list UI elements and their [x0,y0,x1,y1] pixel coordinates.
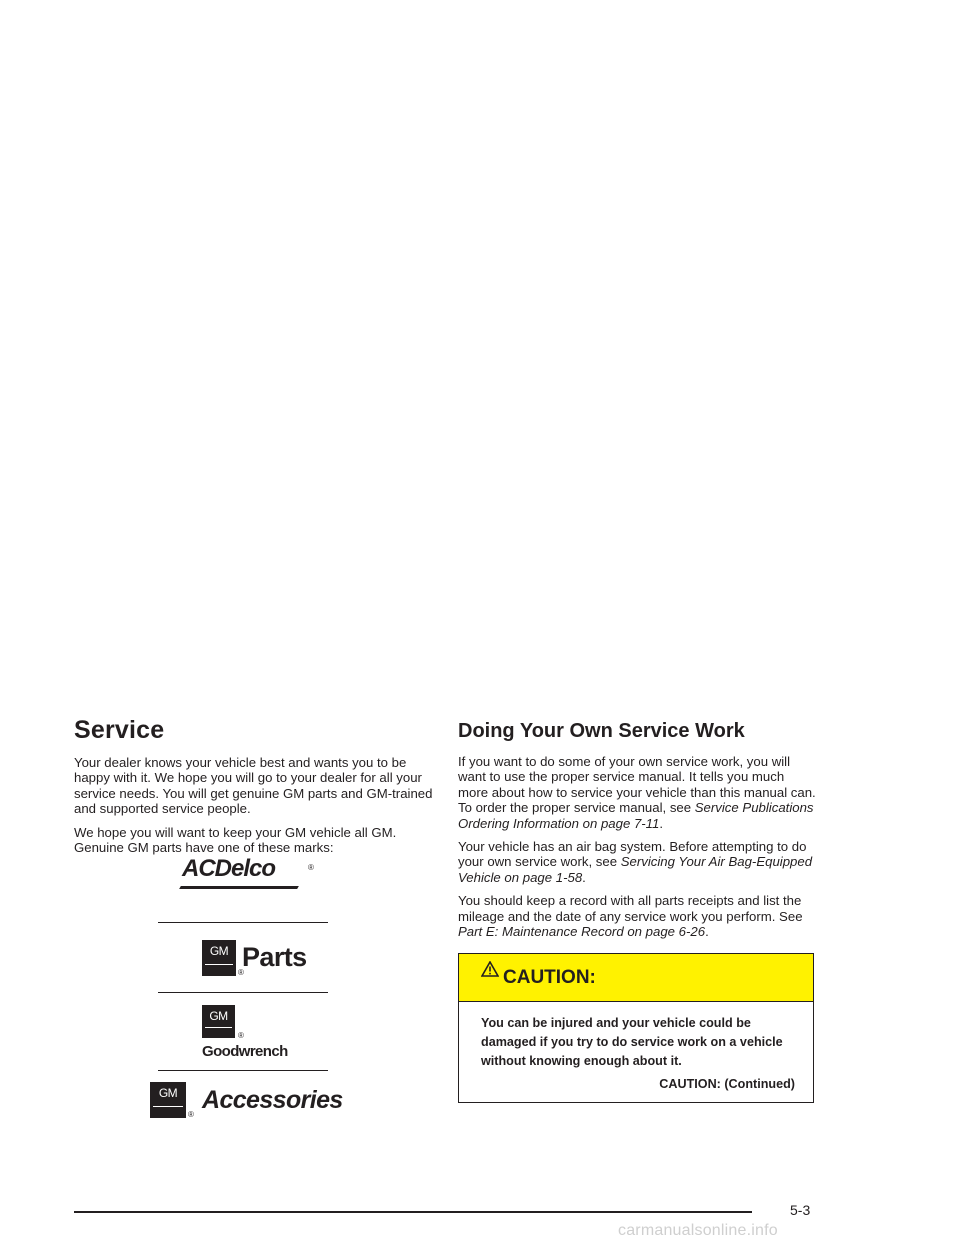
goodwrench-wordmark: Goodwrench [202,1043,288,1060]
section-title-service: Service [74,716,165,744]
service-paragraph-1: Your dealer knows your vehicle best and wants you to be happy with it. We hope you will go to your dealer for all your service needs. You will get genuine GM parts and GM-trained and supported service people. [74,755,433,817]
acdelco-logo [178,848,328,910]
own-service-paragraph-3: You should keep a record with all parts receipts and list the mileage and the date of any service work you perform. See Part E: Maintenance Record on page 6-26. [458,893,803,940]
ref-servicing-air-bag[interactable]: Servicing Your Air Bag-Equipped Vehicle on page 1-58 [458,854,813,885]
warning-triangle-icon [481,961,499,982]
divider-2 [158,992,328,993]
own-service-paragraph-1: If you want to do some of your own service work, you will want to use the proper service manual. It tells you much more about how to service your vehicle than this manual can. To order the proper service manual, see Service Publications Ordering Information on page 7-11. [458,754,816,831]
gm-parts-registered: ® [238,968,244,977]
left-column [74,716,436,863]
right-column [458,716,816,947]
caution-box [458,953,814,1103]
gm-accessories-logo [150,1082,350,1122]
watermark: carmanualsonline.info [618,1222,778,1239]
divider-3 [158,1070,328,1071]
ref-maintenance-record[interactable]: Part E: Maintenance Record on page 6-26 [458,924,706,940]
acdelco-registered: ® [308,863,314,872]
acdelco-wordmark: ACDelco [182,855,276,882]
section-title-own-service: Doing Your Own Service Work [458,720,745,742]
gm-goodwrench-logo [202,1005,312,1061]
caution-continued: CAUTION: (Continued) [659,1077,795,1091]
divider-1 [158,922,328,923]
gm-box-icon: GM [202,940,236,976]
gm-box-icon-3: GM [150,1082,186,1118]
acdelco-underline [179,886,299,889]
caution-header [459,954,813,1002]
service-paragraph-2: We hope you will want to keep your GM vehicle all GM. Genuine GM parts have one of these marks: [74,824,397,856]
parts-wordmark: Parts [242,942,307,972]
ref-service-publications[interactable]: Service Publications Ordering Information on page 7-11 [458,800,814,831]
accessories-wordmark: Accessories [202,1086,343,1114]
goodwrench-registered: ® [238,1031,244,1040]
gm-box-icon-2: GM [202,1005,235,1038]
page-number: 5-3 [790,1202,811,1218]
caution-heading: CAUTION: [503,966,596,988]
own-service-paragraph-2: Your vehicle has an air bag system. Before attempting to do your own service work, see Servicing Your Air Bag-Equipped Vehicle on page 1-58. [458,839,813,885]
caution-text: You can be injured and your vehicle could be damaged if you try to do service work on a vehicle without knowing enough about it. [481,1016,783,1068]
footer-rule [74,1211,752,1213]
gm-parts-logo [202,940,312,978]
accessories-registered: ® [188,1110,194,1119]
